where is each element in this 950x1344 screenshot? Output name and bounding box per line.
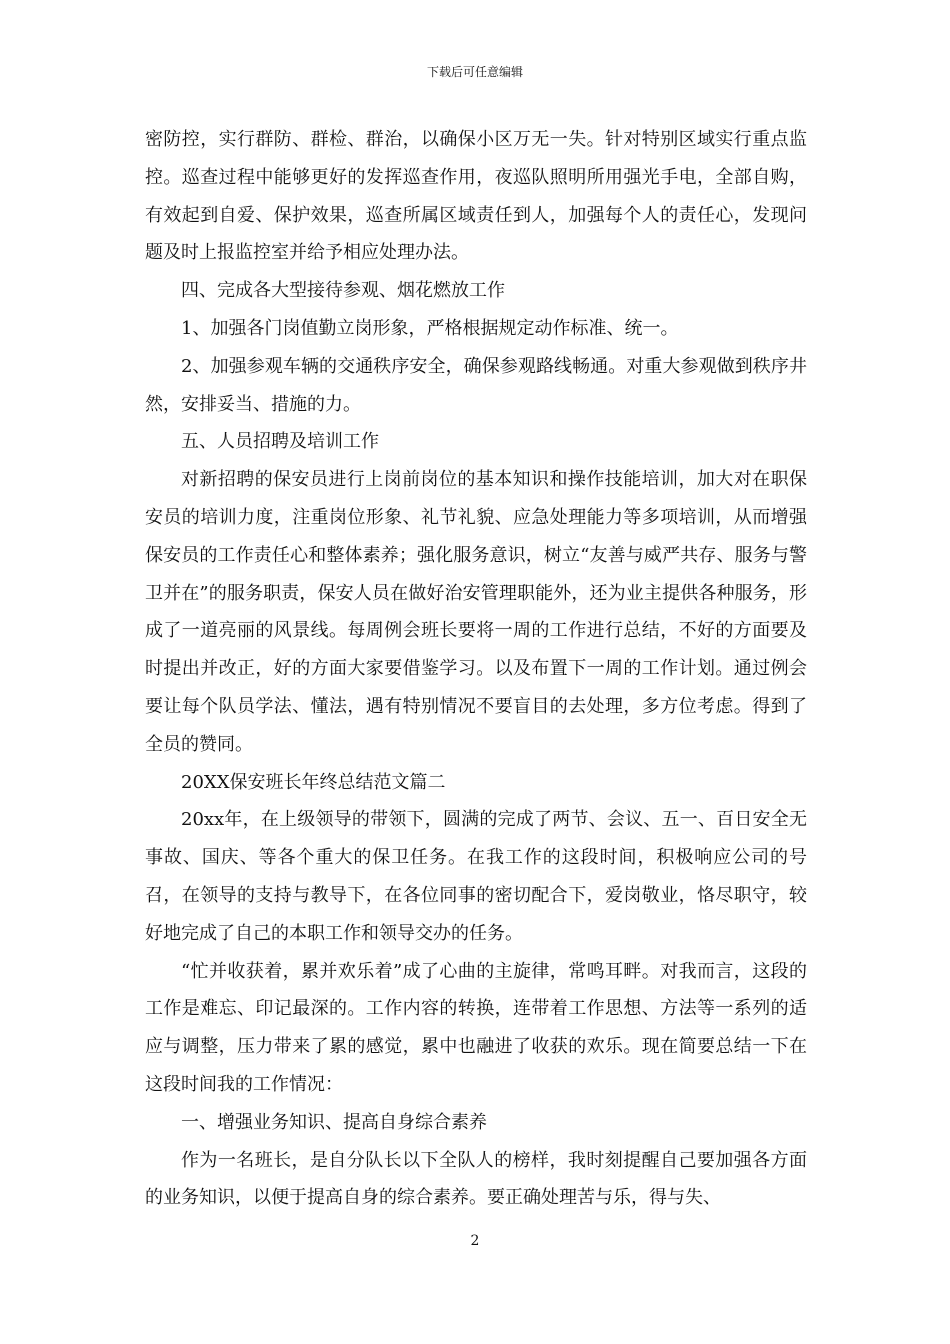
paragraph-training: 对新招聘的保安员进行上岗前岗位的基本知识和操作技能培训，加大对在职保安员的培训力度，注重岗位形象、礼节礼貌、应急处理能力等多项培训，从而增强保安员的工作责任心和整体素养；强化服务意识，树立“友善与威严共存、服务与警卫并在”的服务职责，保安人员在做好治安管理职能外，还为业主提供各种服务，形成了一道亮丽的风景线。每周例会班长要将一周的工作进行总结，不好的方面要及时提出并改正，好的方面大家要借鉴学习。以及布置下一周的工作计划。通过例会要让每个队员学法、懂法，遇有特别情况不要盲目的去处理，多方位考虑。得到了全员的赞同。 bbox=[145, 469, 807, 755]
section-heading-5: 五、人员招聘及培训工作 bbox=[181, 431, 379, 453]
article-title-part-two: 20XX保安班长年终总结范文篇二 bbox=[181, 771, 446, 793]
document-body bbox=[145, 121, 807, 1217]
page-number: 2 bbox=[470, 1233, 480, 1249]
paragraph-item-1: 1、加强各门岗值勤立岗形象，严格根据规定动作标准、统一。 bbox=[181, 317, 679, 339]
paragraph-item-2: 2、加强参观车辆的交通秩序安全，确保参观路线畅通。对重大参观做到秩序井然，安排妥当、措施的力。 bbox=[145, 355, 807, 415]
page-header: 下载后可任意编辑 bbox=[426, 65, 523, 79]
paragraph-role-model: 作为一名班长，是自分队长以下全队人的榜样，我时刻提醒自己要加强各方面的业务知识，以便于提高自身的综合素养。要正确处理苦与乐，得与失、 bbox=[145, 1149, 807, 1209]
paragraph-reflection: “忙并收获着，累并欢乐着”成了心曲的主旋律，常鸣耳畔。对我而言，这段的工作是难忘、印记最深的。工作内容的转换，连带着工作思想、方法等一系列的适应与调整，压力带来了累的感觉，累中也融进了收获的欢乐。现在简要总结一下在这段时间我的工作情况： bbox=[145, 960, 807, 1095]
paragraph-year-summary: 20xx年，在上级领导的带领下，圆满的完成了两节、会议、五一、百日安全无事故、国庆、等各个重大的保卫任务。在我工作的这段时间，积极响应公司的号召，在领导的支持与教导下，在各位同事的密切配合下，爱岗敬业，恪尽职守，较好地完成了自己的本职工作和领导交办的任务。 bbox=[145, 809, 807, 944]
paragraph-continuation: 密防控，实行群防、群检、群治，以确保小区万无一失。针对特别区域实行重点监控。巡查过程中能够更好的发挥巡查作用，夜巡队照明所用强光手电，全部自购，有效起到自爱、保护效果，巡查所属区域责任到人，加强每个人的责任心，发现问题及时上报监控室并给予相应处理办法。 bbox=[145, 129, 807, 264]
section-heading-1: 一、增强业务知识、提高自身综合素养 bbox=[181, 1111, 487, 1133]
section-heading-4: 四、完成各大型接待参观、烟花燃放工作 bbox=[181, 280, 505, 302]
